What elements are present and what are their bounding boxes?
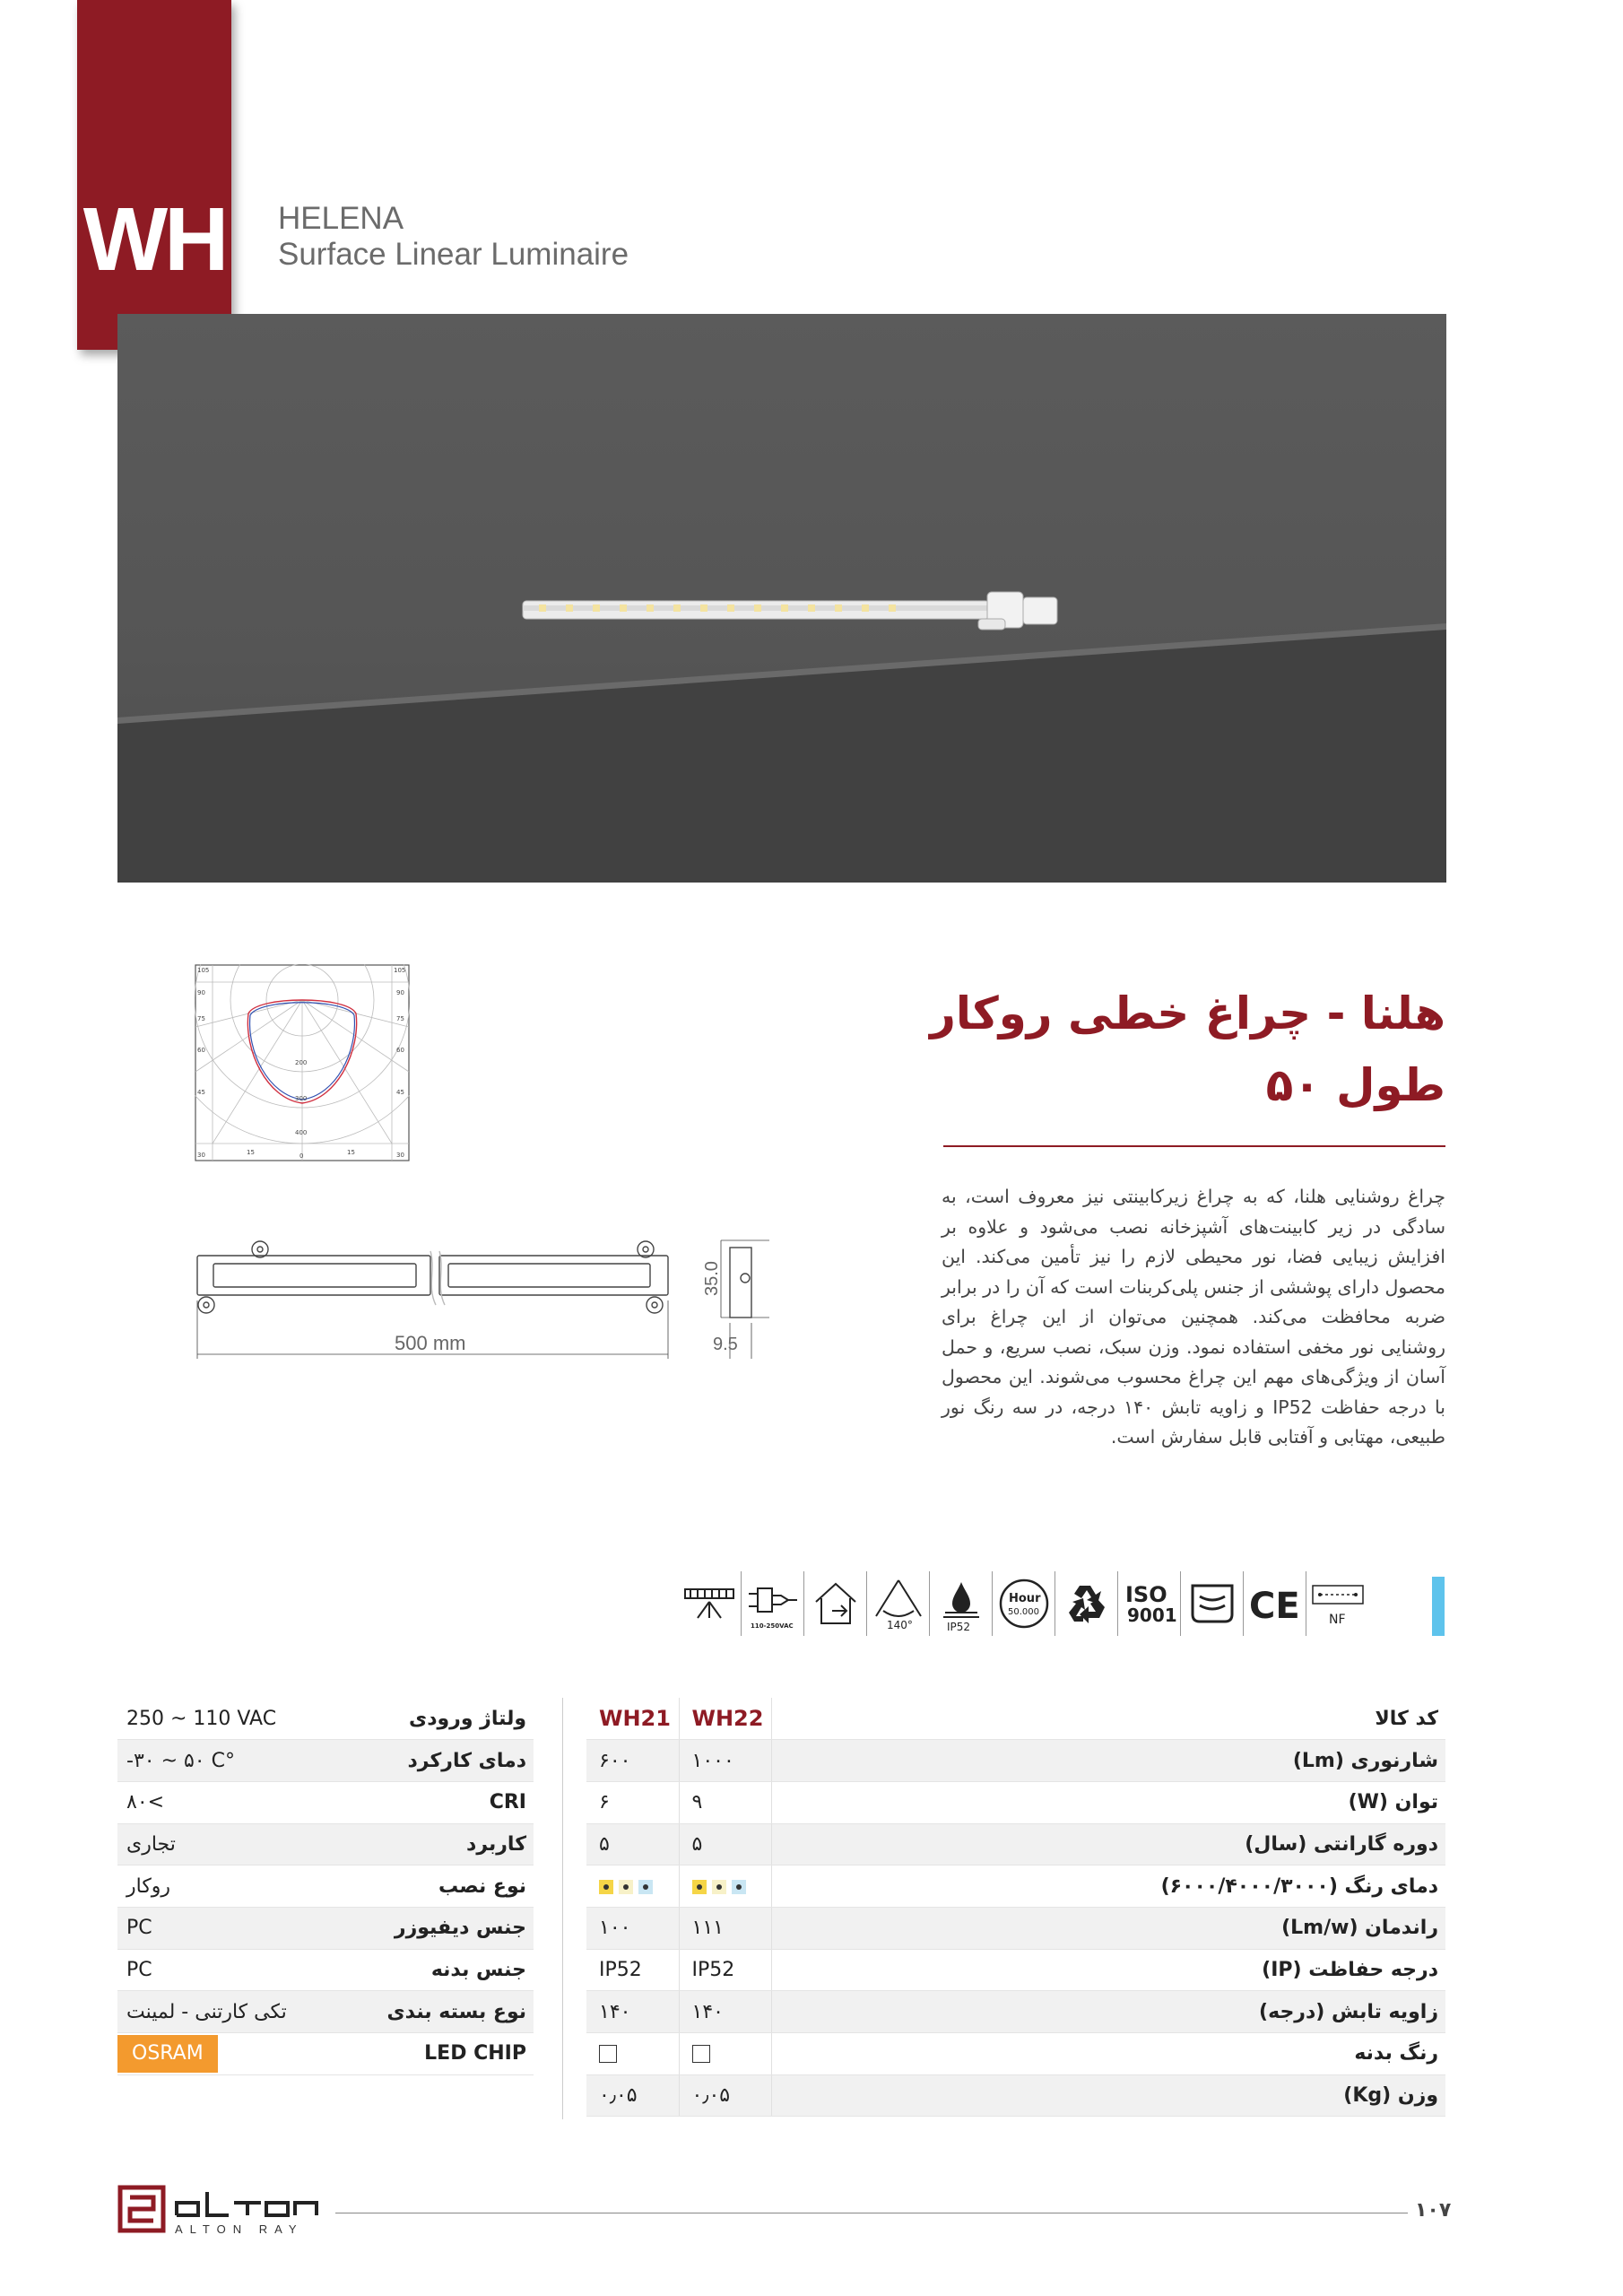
dimension-drawing <box>188 1224 780 1368</box>
polar-radial-label: 200 <box>295 1059 308 1066</box>
white-swatch <box>692 2045 710 2063</box>
spec-row: PC جنس دیفیوزر <box>117 1907 534 1949</box>
osram-badge: OSRAM <box>117 2035 218 2073</box>
spec-row: -۳۰ ~ ۵۰ C° دمای کارکرد <box>117 1740 534 1782</box>
color-temp-swatches <box>679 1866 771 1908</box>
spec-row: تکی کارتنی - لمینت نوع بسته بندی <box>117 1991 534 2033</box>
spec-row: ۵ ۵ دوره گارانتی (سال) <box>586 1823 1445 1866</box>
neutral-dot <box>619 1880 633 1894</box>
depth-dimension: 9.5 <box>713 1335 738 1354</box>
ce-label: CE <box>1248 1586 1300 1627</box>
spec-row: ۶ ۹ توان (W) <box>586 1781 1445 1823</box>
white-swatch <box>599 2045 617 2063</box>
accent-bar <box>1432 1577 1445 1636</box>
neutral-dot <box>712 1880 726 1894</box>
hour-label: Hour <box>1008 1592 1040 1605</box>
color-temp-row: دمای رنگ (۶۰۰۰/۴۰۰۰/۳۰۰۰) <box>586 1866 1445 1908</box>
spec-row: ۶۰۰ ۱۰۰۰ شارنوری (Lm) <box>586 1740 1445 1782</box>
series-code: WH <box>82 189 226 290</box>
series-tab <box>77 0 231 350</box>
product-title-line2: طول ۵۰ <box>1265 1059 1445 1111</box>
hour-value: 50.000 <box>1007 1607 1039 1617</box>
length-dimension: 500 mm <box>395 1332 466 1354</box>
model-header-row: WH21 WH22 کد کالا <box>586 1698 1445 1740</box>
nf-label: NF <box>1328 1613 1346 1627</box>
polar-left-label: 60 <box>197 1047 205 1054</box>
beam-angle-label: 140° <box>886 1619 913 1631</box>
model-specs-table <box>586 1698 1445 2117</box>
body-color-row: رنگ بدنه <box>586 2033 1445 2075</box>
polar-right-label: 30 <box>396 1152 404 1159</box>
iso-number: 9001 <box>1126 1605 1177 1626</box>
polar-right-label: 75 <box>396 1015 404 1022</box>
iso-icon <box>1117 1571 1180 1636</box>
plug-icon <box>741 1571 803 1636</box>
polar-diagram <box>195 964 410 1161</box>
polar-top-right-label: 105 <box>394 967 406 974</box>
no-flicker-icon <box>1306 1571 1368 1636</box>
title-divider <box>943 1145 1445 1147</box>
beam-angle-icon <box>866 1571 929 1636</box>
installation-icon <box>678 1571 741 1636</box>
cool-dot <box>732 1880 746 1894</box>
spec-row: تجاری کاربرد <box>117 1823 534 1866</box>
warm-dot <box>692 1880 707 1894</box>
product-photo <box>117 314 1446 883</box>
brand-name: ALTON RAY <box>175 2222 304 2236</box>
polar-top-left-label: 105 <box>197 967 210 974</box>
polar-bottom-label: 0 <box>299 1152 304 1160</box>
polar-right-label: 90 <box>396 989 404 996</box>
polar-radial-label: 300 <box>295 1095 308 1102</box>
cool-dot <box>638 1880 653 1894</box>
spec-row: OSRAM LED CHIP <box>117 2033 534 2075</box>
indoor-icon <box>803 1571 866 1636</box>
iso-label: ISO <box>1124 1582 1167 1607</box>
product-title <box>818 978 1445 1121</box>
polar-radial-label: 400 <box>295 1129 308 1136</box>
polar-left-label: 30 <box>197 1152 205 1159</box>
ip-label: IP52 <box>946 1621 970 1632</box>
polar-bottom-label: 15 <box>347 1149 355 1156</box>
spec-row: PC جنس بدنه <box>117 1949 534 1991</box>
spec-row: IP52 IP52 درجه حفاظت (IP) <box>586 1949 1445 1991</box>
product-name: HELENA <box>278 201 404 236</box>
color-temp-swatches <box>586 1866 679 1908</box>
ip-rating-icon <box>929 1571 992 1636</box>
polar-left-label: 90 <box>197 989 205 996</box>
voltage-label: 110-250VAC <box>750 1622 794 1630</box>
warm-dot <box>599 1880 613 1894</box>
spec-row: ۸۰< CRI <box>117 1781 534 1823</box>
polar-left-label: 75 <box>197 1015 205 1022</box>
lifetime-icon <box>992 1571 1055 1636</box>
polar-right-label: 60 <box>396 1047 404 1054</box>
product-header <box>278 201 629 273</box>
ce-icon <box>1243 1571 1306 1636</box>
recycle-icon <box>1055 1571 1117 1636</box>
spec-row: ۱۴۰ ۱۴۰ زاویه تابش (درجه) <box>586 1991 1445 2033</box>
polar-left-label: 45 <box>197 1089 205 1096</box>
product-type: Surface Linear Luminaire <box>278 237 629 272</box>
standard-icon <box>1180 1571 1243 1636</box>
height-dimension: 35.0 <box>702 1261 722 1296</box>
spec-row: 250 ~ 110 VAC ولتاژ ورودی <box>117 1698 534 1740</box>
product-photo-graphic <box>117 314 1446 883</box>
product-description: چراغ روشنایی هلنا، که به چراغ زیرکابینتی نیز معروف است، به سادگی در زیر کابینت‌های آشپزخانه نصب می‌شود و علاوه بر افزایش زیبایی فضا، نور محیطی لازم را نیز تأمین می‌کند. این محصول دارای پوششی از جنس پلی‌کربنات است که آن را در برابر ضربه محافظت می‌کند. همچنین می‌توان از این چراغ برای روشنایی نور مخفی استفاده نمود. وزن سبک، نصب سریع، و حمل آسان از ویژگی‌های مهم این چراغ محسوب می‌شوند. این محصول با درجه حفاظت IP52 و زاویه تابش ۱۴۰ درجه، در سه رنگ نور طبیعی، مهتابی و آفتابی قابل سفارش است. <box>942 1186 1445 1448</box>
polar-right-label: 45 <box>396 1089 404 1096</box>
feature-icons <box>678 1571 1368 1636</box>
product-title-line1: هلنا - چراغ خطی روکار <box>930 987 1445 1039</box>
spec-row: ۱۰۰ ۱۱۱ راندمان (Lm/w) <box>586 1907 1445 1949</box>
general-specs-table <box>117 1698 534 2075</box>
polar-bottom-label: 15 <box>247 1149 255 1156</box>
spec-row: روکار نوع نصب <box>117 1866 534 1908</box>
page-number: ۱۰۷ <box>1415 2199 1452 2222</box>
spec-row: ۰٫۰۵ ۰٫۰۵ وزن (Kg) <box>586 2074 1445 2117</box>
table-separator <box>562 1698 563 2119</box>
